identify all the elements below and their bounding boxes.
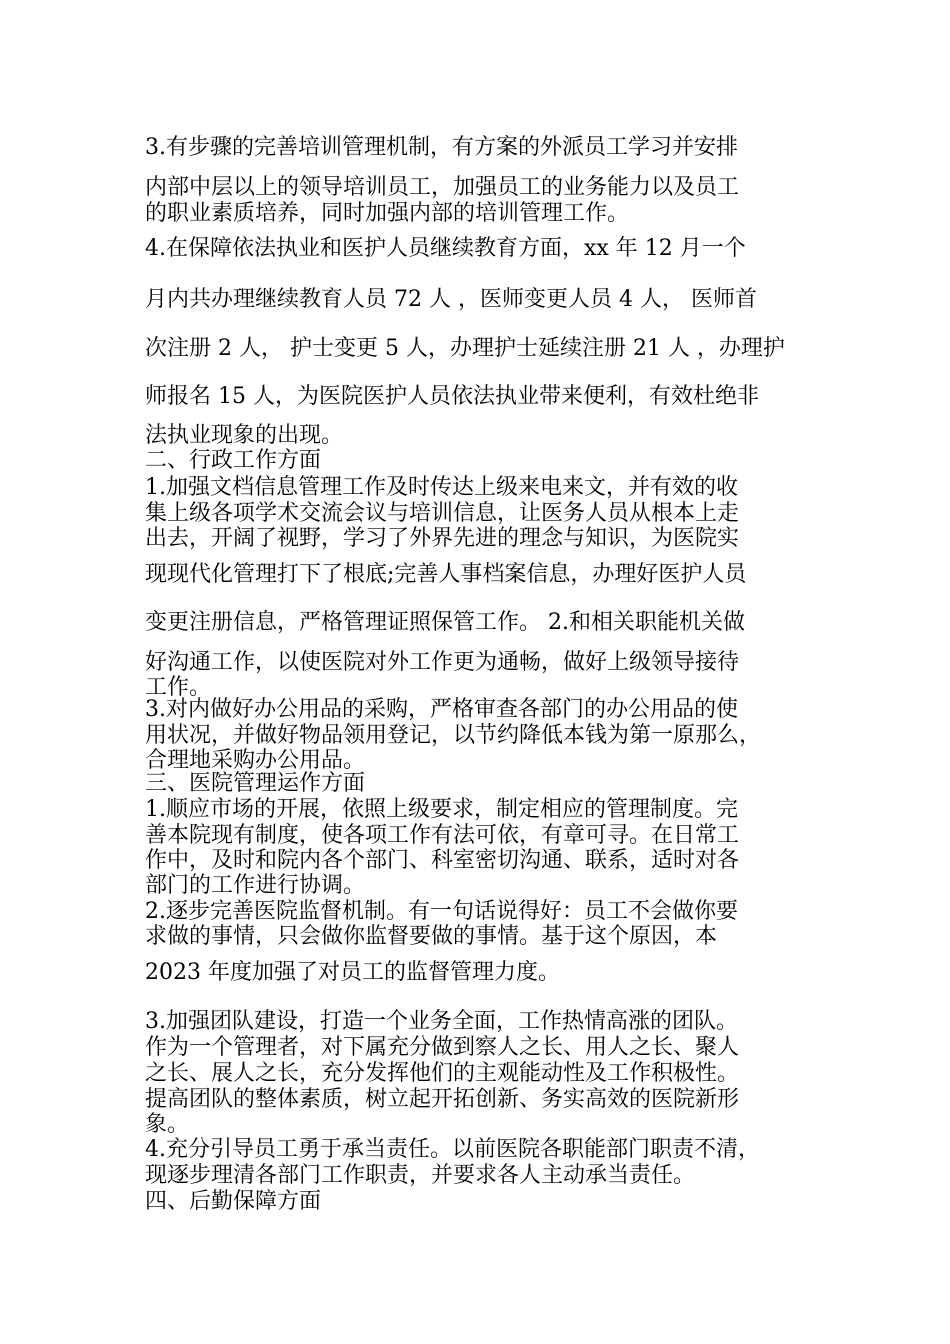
text-line: 用状况，并做好物品领用登记，以节约降低本钱为第一原那么，	[145, 723, 762, 748]
text-line: 作中，及时和院内各个部门、科室密切沟通、联系，适时对各	[145, 848, 740, 873]
text-line: 3.对内做好办公用品的采购，严格审查各部门的办公用品的使	[145, 697, 738, 722]
text-line: 2023 年度加强了对员工的监督管理力度。	[145, 960, 560, 985]
text-line: 之长、展人之长，充分发挥他们的主观能动性及工作积极性。	[145, 1061, 740, 1086]
text-line: 4.充分引导员工勇于承当责任。以前医院各职能部门职责不清，	[145, 1137, 760, 1162]
text-line: 好沟通工作，以使医院对外工作更为通畅，做好上级领导接待	[145, 650, 740, 675]
text-line: 作为一个管理者，对下属充分做到察人之长、用人之长、聚人	[145, 1035, 740, 1060]
text-line: 集上级各项学术交流会议与培训信息，让医务人员从根本上走	[145, 501, 740, 526]
text-line: 合理地采购办公用品。	[145, 748, 366, 773]
text-line: 出去，开阔了视野，学习了外界先进的理念与知识，为医院实	[145, 526, 740, 551]
text-line: 变更注册信息，严格管理证照保管工作。 2.和相关职能机关做	[145, 610, 745, 635]
text-line: 3.加强团队建设，打造一个业务全面，工作热情高涨的团队。	[145, 1009, 738, 1034]
text-line: 1.加强文档信息管理工作及时传达上级来电来文，并有效的收	[145, 475, 738, 500]
text-line: 内部中层以上的领导培训员工，加强员工的业务能力以及员工	[145, 175, 740, 200]
text-line: 部门的工作进行协调。	[145, 873, 366, 898]
text-line: 月内共办理继续教育人员 72 人 ，医师变更人员 4 人， 医师首	[145, 287, 757, 312]
text-line: 4.在保障依法执业和医护人员继续教育方面，xx 年 12 月一个	[145, 236, 746, 261]
text-line: 的职业素质培养，同时加强内部的培训管理工作。	[145, 201, 630, 226]
text-line: 1.顺应市场的开展，依照上级要求，制定相应的管理制度。完	[145, 797, 738, 822]
section-heading: 四、后勤保障方面	[145, 1189, 322, 1214]
text-line: 象。	[145, 1112, 190, 1137]
text-line: 3.有步骤的完善培训管理机制，有方案的外派员工学习并安排	[145, 135, 738, 160]
text-line: 2.逐步完善医院监督机制。有一句话说得好：员工不会做你要	[145, 899, 738, 924]
text-line: 求做的事情，只会做你监督要做的事情。基于这个原因，本	[145, 924, 718, 949]
text-line: 提高团队的整体素质，树立起开拓创新、务实高效的医院新形	[145, 1087, 740, 1112]
text-line: 现现代化管理打下了根底;完善人事档案信息，办理好医护人员	[145, 562, 747, 587]
section-heading: 二、行政工作方面	[145, 448, 322, 473]
section-heading: 三、医院管理运作方面	[145, 771, 366, 796]
text-line: 善本院现有制度，使各项工作有法可依，有章可寻。在日常工	[145, 823, 740, 848]
text-line: 工作。	[145, 675, 212, 700]
text-line: 师报名 15 人，为医院医护人员依法执业带来便利，有效杜绝非	[145, 384, 759, 409]
text-line: 法执业现象的出现。	[145, 423, 344, 448]
text-line: 次注册 2 人， 护士变更 5 人，办理护士延续注册 21 人 ，办理护	[145, 336, 785, 361]
text-line: 现逐步理清各部门工作职责，并要求各人主动承当责任。	[145, 1163, 696, 1188]
